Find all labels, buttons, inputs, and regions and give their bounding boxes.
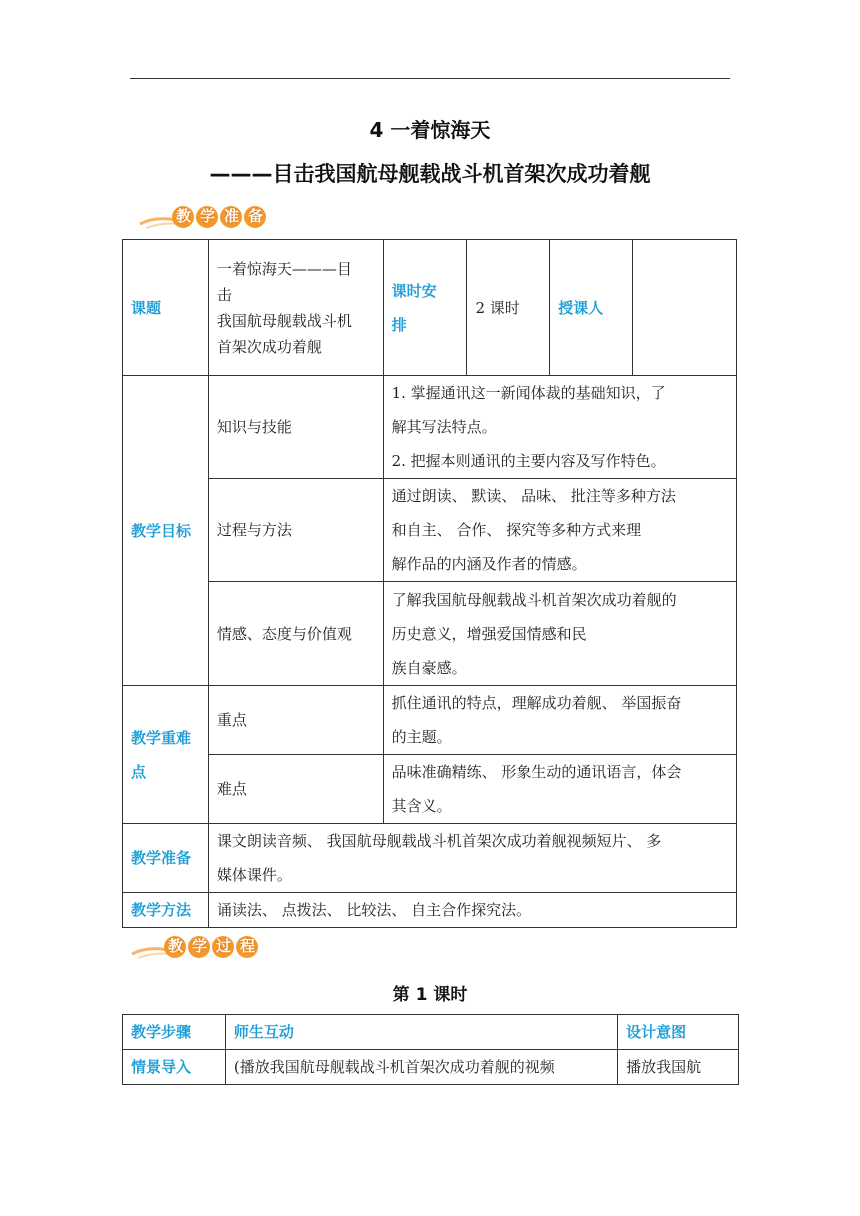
- content-line: 课文朗读音频、 我国航母舰载战斗机首架次成功着舰视频短片、 多: [216, 832, 662, 850]
- topic-line: 首架次成功着舰: [216, 337, 322, 356]
- hours-value: 2 课时: [467, 240, 550, 376]
- lesson-subtitle: ———目击我国航母舰载战斗机首架次成功着舰: [209, 162, 651, 186]
- hours-label-line: 排: [391, 315, 407, 334]
- table-row: [123, 686, 737, 755]
- table-row: [123, 1050, 739, 1085]
- topic-label: 课题: [123, 240, 209, 376]
- preparation-content: [208, 824, 736, 893]
- emotion-label: 情感、态度与价值观: [208, 582, 383, 686]
- knowledge-label: 知识与技能: [208, 376, 383, 479]
- topic-line: 一着惊海天———目: [216, 259, 352, 278]
- table-row: [123, 755, 737, 824]
- keypoints-label-line: 教学重难: [131, 728, 192, 747]
- table-row: [123, 240, 737, 376]
- methods-label: 教学方法: [123, 893, 209, 928]
- hours-label-line: 课时安: [391, 281, 437, 300]
- content-line: 和自主、 合作、 探究等多种方式来理: [391, 521, 642, 539]
- table-header-row: [123, 1015, 739, 1050]
- content-line: 解其写法特点。: [391, 418, 497, 436]
- content-line: 2. 把握本则通讯的主要内容及写作特色。: [391, 452, 666, 470]
- content-line: 族自豪感。: [391, 658, 467, 677]
- content-line: 了解我国航母舰载战斗机首架次成功着舰的: [391, 590, 677, 609]
- difficulty-content: [383, 755, 736, 824]
- knowledge-content: [383, 376, 736, 479]
- prep-badge: [136, 202, 276, 232]
- content-line: 通过朗读、 默读、 品味、 批注等多种方法: [391, 487, 676, 505]
- preparation-label: 教学准备: [123, 824, 209, 893]
- focus-content: [383, 686, 736, 755]
- prep-badge-label: 教学准备: [176, 207, 273, 225]
- prep-table: [122, 239, 737, 928]
- content-line: 品味准确精练、 形象生动的通讯语言，体会: [391, 763, 682, 781]
- process-badge-label: 教学过程: [168, 937, 265, 955]
- content-line: 解作品的内涵及作者的情感。: [391, 555, 587, 573]
- difficulty-label: 难点: [208, 755, 383, 824]
- content-line: 媒体课件。: [216, 866, 292, 884]
- process-badge: [128, 932, 268, 962]
- content-line: 抓住通讯的特点，理解成功着舰、 举国振奋: [391, 694, 682, 712]
- emotion-content: [383, 582, 736, 686]
- column-header: 师生互动: [225, 1015, 617, 1050]
- lesson-table: [122, 1014, 739, 1085]
- content-line: 1. 掌握通讯这一新闻体裁的基础知识，了: [391, 384, 666, 402]
- table-row: [123, 824, 737, 893]
- table-row: [123, 479, 737, 582]
- topic-line: 击: [216, 285, 232, 304]
- table-row: [123, 893, 737, 928]
- lesson-title: 4 一着惊海天: [369, 118, 491, 142]
- process-label: 过程与方法: [208, 479, 383, 582]
- goals-label: 教学目标: [123, 376, 209, 686]
- process-content: [383, 479, 736, 582]
- content-line: 其含义。: [391, 797, 452, 815]
- column-header: 设计意图: [618, 1015, 739, 1050]
- table-row: [123, 376, 737, 479]
- content-line: 的主题。: [391, 728, 452, 746]
- table-row: [123, 582, 737, 686]
- teacher-label: 授课人: [550, 240, 633, 376]
- keypoints-label: [123, 686, 209, 824]
- teacher-value: [633, 240, 737, 376]
- step-cell: 情景导入: [123, 1050, 226, 1085]
- keypoints-label-line: 点: [131, 762, 147, 781]
- intent-cell: 播放我国航: [618, 1050, 739, 1085]
- column-header: 教学步骤: [123, 1015, 226, 1050]
- hours-label: [383, 240, 467, 376]
- topic-value: [208, 240, 383, 376]
- methods-content: 诵读法、 点拨法、 比较法、 自主合作探究法。: [208, 893, 736, 928]
- top-rule: [130, 78, 730, 79]
- interaction-cell: (播放我国航母舰载战斗机首架次成功着舰的视频: [225, 1050, 617, 1085]
- focus-label: 重点: [208, 686, 383, 755]
- topic-line: 我国航母舰载战斗机: [216, 311, 352, 330]
- content-line: 历史意义，增强爱国情感和民: [391, 624, 587, 643]
- lesson-section-title: 第 1 课时: [392, 985, 468, 1005]
